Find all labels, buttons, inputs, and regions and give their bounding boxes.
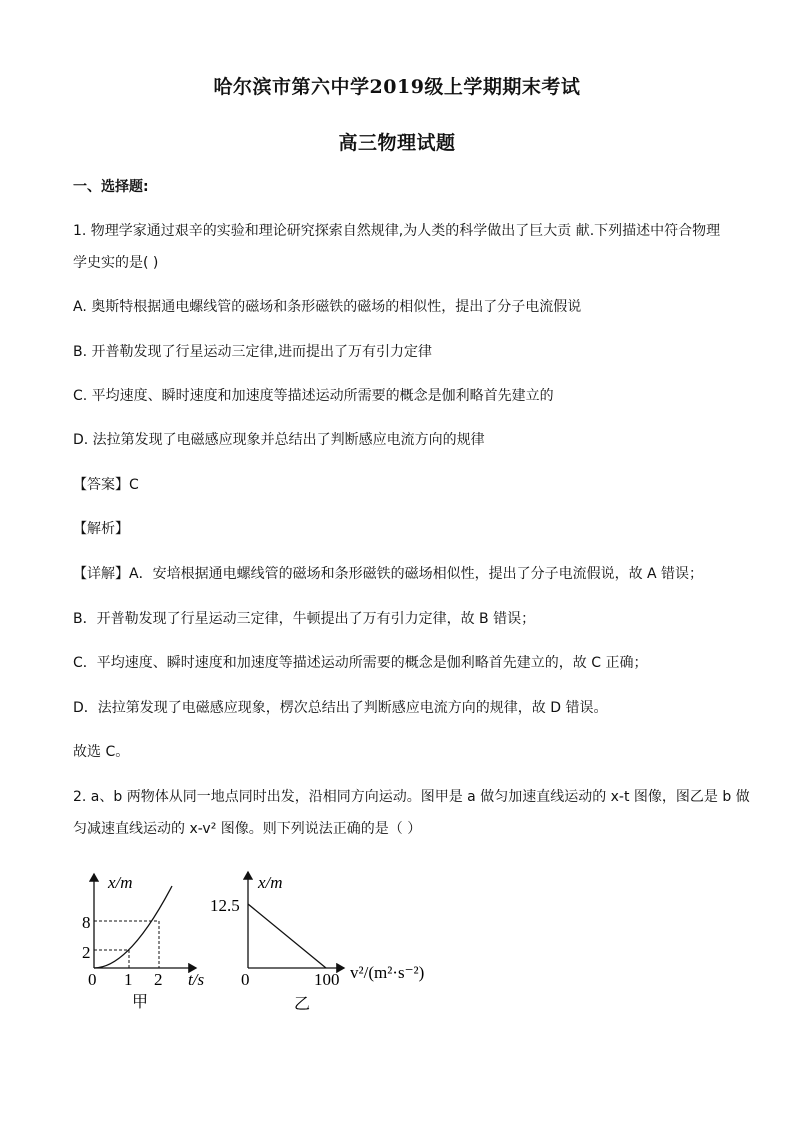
q1-option-b: B. 开普勒发现了行星运动三定律,进而提出了万有引力定律	[73, 344, 432, 360]
yi-line	[248, 904, 326, 968]
q2-figure	[78, 862, 458, 1012]
jia-origin: 0	[88, 970, 97, 989]
q1-detail-1: 【详解】A．安培根据通电螺线管的磁场和条形磁铁的磁场相似性，提出了分子电流假说，故 A 错误；	[73, 566, 704, 582]
jia-curve	[94, 886, 172, 968]
document-subtitle: 高三物理试题	[338, 132, 456, 154]
q1-detail-2: B．开普勒发现了行星运动三定律，牛顿提出了万有引力定律，故 B 错误；	[73, 611, 536, 627]
q1-option-d: D. 法拉第发现了电磁感应现象并总结出了判断感应电流方向的规律	[73, 432, 485, 448]
answer-value: C	[129, 477, 139, 493]
q1-stem-line-1: 1. 物理学家通过艰辛的实验和理论研究探索自然规律,为人类的科学做出了巨大贡 献.下列描述中符合物理	[73, 223, 721, 239]
q1-detail-4: D．法拉第发现了电磁感应现象，楞次总结出了判断感应电流方向的规律，故 D 错误。	[73, 700, 608, 716]
yi-ylabel: x/m	[258, 873, 283, 892]
yi-xlabel: v²/(m²·s⁻²)	[350, 963, 425, 982]
q1-option-a: A. 奥斯特根据通电螺线管的磁场和条形磁铁的磁场的相似性，提出了分子电流假说	[73, 299, 582, 315]
yi-ytick-12-5: 12.5	[210, 896, 240, 915]
q1-detail-3: C．平均速度、瞬时速度和加速度等描述运动所需要的概念是伽利略首先建立的，故 C 正确；	[73, 655, 648, 671]
yi-caption: 乙	[294, 994, 311, 1012]
jia-xtick-1: 1	[124, 970, 133, 989]
q1-option-c: C. 平均速度、瞬时速度和加速度等描述运动所需要的概念是伽利略首先建立的	[73, 388, 554, 404]
chart-jia	[82, 873, 204, 1011]
q1-answer	[73, 476, 733, 494]
q1-analysis-label: 【解析】	[73, 521, 129, 537]
chart-yi	[210, 872, 424, 1012]
q1-stem-line-2: 学史实的是( )	[73, 255, 159, 271]
jia-caption: 甲	[132, 992, 149, 1011]
yi-origin: 0	[241, 970, 250, 989]
q2-stem-line-2: 匀减速直线运动的 x-v² 图像。则下列说法正确的是（ ）	[73, 821, 422, 837]
jia-ytick-8: 8	[82, 913, 91, 932]
yi-xtick-100: 100	[314, 970, 340, 989]
q1-conclusion: 故选 C。	[73, 744, 130, 760]
section-heading: 一、选择题:	[73, 179, 149, 195]
q2-stem-line-1: 2. a、b 两物体从同一地点同时出发，沿相同方向运动。图甲是 a 做匀加速直线运动的 x-t 图像，图乙是 b 做	[73, 789, 750, 805]
jia-xtick-2: 2	[154, 970, 163, 989]
jia-ylabel: x/m	[108, 873, 133, 892]
jia-ytick-2: 2	[82, 943, 91, 962]
jia-xlabel: t/s	[188, 970, 205, 989]
answer-label: 【答案】	[73, 477, 129, 493]
document-title: 哈尔滨市第六中学2019级上学期期末考试	[213, 76, 581, 98]
